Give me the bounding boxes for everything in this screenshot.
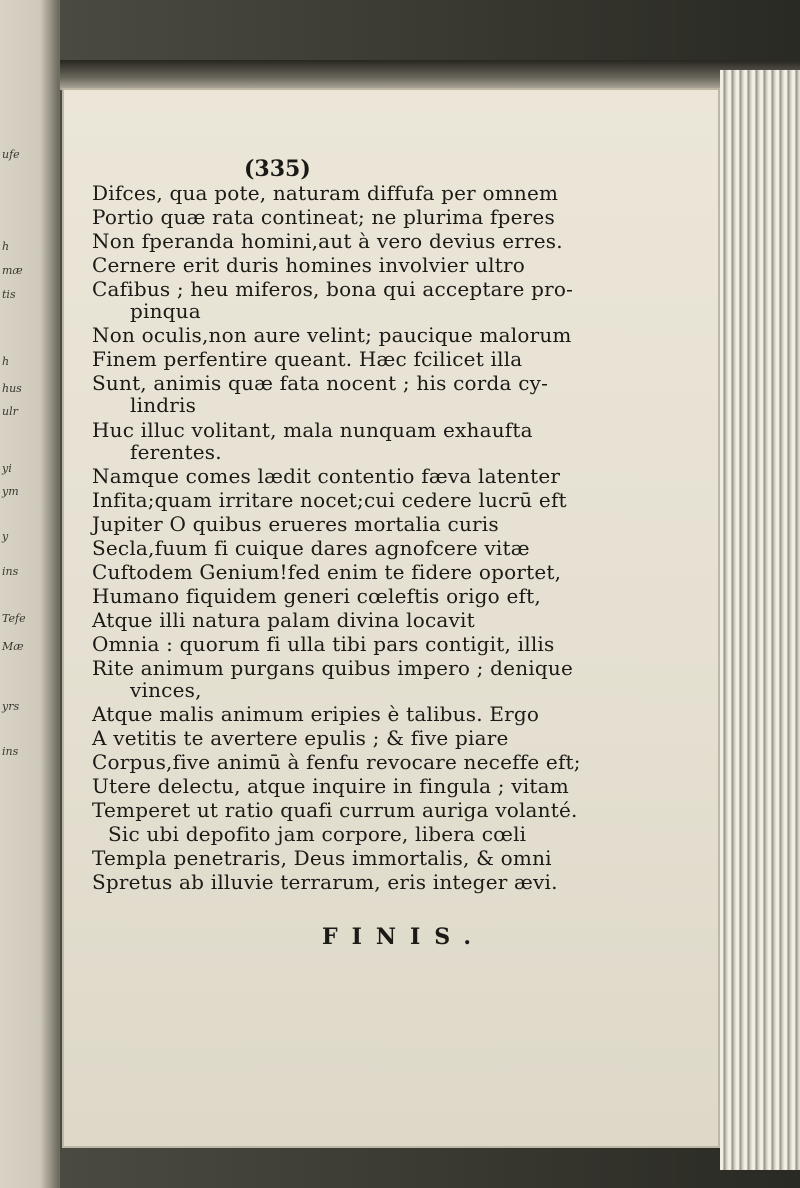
page-stack-edge [720, 70, 800, 1170]
margin-fragment: ins [2, 745, 19, 758]
poem-line: vinces, [130, 678, 202, 702]
poem-line: Cuftodem Genium!fed enim te fidere oportet, [92, 560, 562, 584]
poem-line: Templa penetraris, Deus immortalis, & omni [92, 846, 552, 870]
margin-fragment: Mæ [2, 640, 24, 653]
poem-line: ferentes. [130, 440, 222, 464]
poem-line: Non fperanda homini,aut à vero devius erres. [92, 229, 563, 253]
margin-fragment: ym [2, 485, 19, 498]
poem-line: Non oculis,non aure velint; paucique malorum [92, 323, 572, 347]
poem-line: Cernere erit duris homines involvier ultro [92, 253, 526, 277]
poem-line: Rite animum purgans quibus impero ; denique [92, 656, 574, 680]
poem-line: Atque illi natura palam divina locavit [92, 608, 475, 632]
poem-line: A vetitis te avertere epulis ; & five piare [92, 726, 509, 750]
margin-fragment: yi [2, 462, 12, 475]
facing-page-edge [0, 0, 60, 1188]
margin-fragment: yrs [2, 700, 20, 713]
page-number: (335) [244, 156, 311, 182]
margin-fragment: ins [2, 565, 19, 578]
poem-line: Finem perfentire queant. Hæc fcilicet illa [92, 347, 523, 371]
margin-fragment: y [2, 530, 9, 543]
margin-fragment: ufe [2, 148, 20, 161]
poem-line: Huc illuc volitant, mala nunquam exhaufta [92, 418, 533, 442]
poem-line: Humano fiquidem generi cœleftis origo eft, [92, 584, 541, 608]
margin-fragment: h [2, 240, 10, 253]
poem-line: Difces, qua pote, naturam diffufa per omnem [92, 181, 559, 205]
finis-heading: FINIS. [322, 924, 486, 950]
poem-line: Omnia : quorum fi ulla tibi pars contigit, illis [92, 632, 555, 656]
poem-line: Secla,fuum fi cuique dares agnofcere vitæ [92, 536, 530, 560]
poem-line: lindris [130, 393, 197, 417]
poem-line: Corpus,five animū à fenfu revocare neceffe eft; [92, 750, 581, 774]
poem-line: Portio quæ rata contineat; ne plurima fperes [92, 205, 555, 229]
margin-fragment: tis [2, 288, 16, 301]
poem-line: Utere delectu, atque inquire in fingula ; vitam [92, 774, 569, 798]
poem-line: Sic ubi depofito jam corpore, libera cœli [108, 822, 527, 846]
poem-line: Atque malis animum eripies è talibus. Ergo [92, 702, 540, 726]
poem-line: Infita;quam irritare nocet;cui cedere lucrū eft [92, 488, 567, 512]
margin-fragment: h [2, 355, 10, 368]
poem-line: Spretus ab illuvie terrarum, eris integer ævi. [92, 870, 558, 894]
margin-fragment: hus [2, 382, 22, 395]
book-page [62, 88, 720, 1148]
poem-line: pinqua [130, 299, 201, 323]
margin-fragment: mæ [2, 264, 23, 277]
binding-shadow [60, 60, 800, 90]
poem-line: Cafibus ; heu miferos, bona qui acceptare pro- [92, 277, 574, 301]
margin-fragment: Tefe [2, 612, 26, 625]
poem-line: Sunt, animis quæ fata nocent ; his corda cy- [92, 371, 549, 395]
poem-line: Jupiter O quibus erueres mortalia curis [92, 512, 499, 536]
poem-line: Temperet ut ratio quafi currum auriga volanté. [92, 798, 578, 822]
margin-fragment: ulr [2, 405, 18, 418]
poem-line: Namque comes lædit contentio fæva latenter [92, 464, 561, 488]
